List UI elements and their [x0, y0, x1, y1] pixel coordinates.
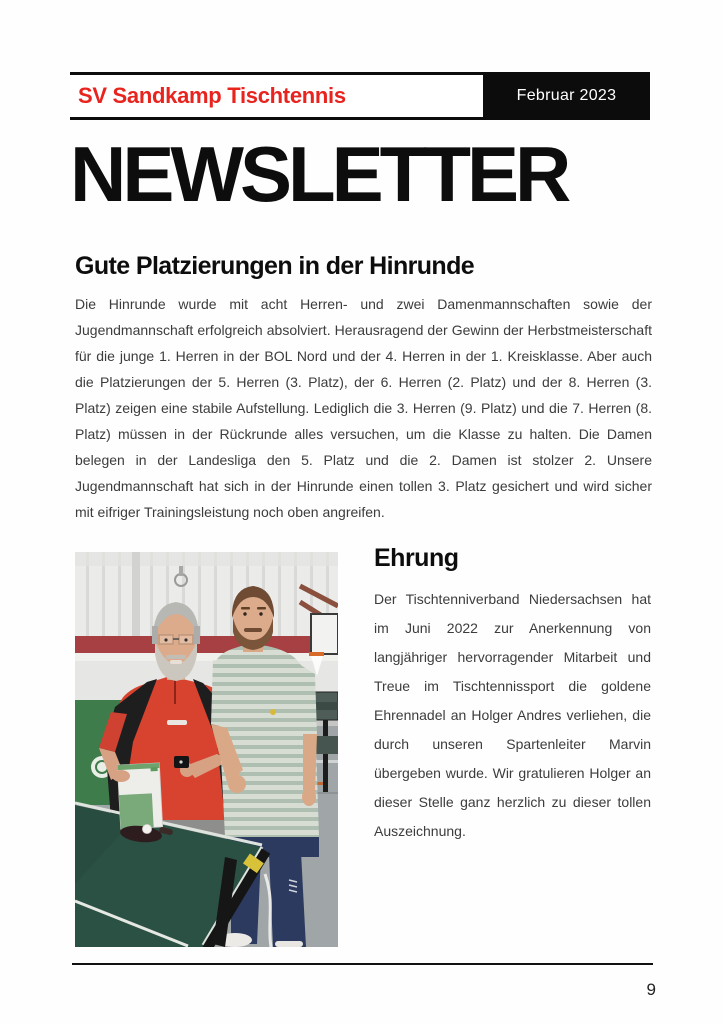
article2-body: Der Tischtenniverband Niedersachsen hat im Juni 2022 zur Anerkennung von langjähriger hervorragender Mitarbeit und Treue im Tischtennissport die goldene Ehrennadel an Holger Andres verliehen, die durch unseren Spartenleiter Marvin übergeben wurde. Wir gratulieren Holger an dieser Stelle ganz herzlich zu dieser tollen Auszeichnung.: [374, 591, 651, 839]
page-number: 9: [646, 980, 656, 999]
article1-heading: Gute Platzierungen in der Hinrunde: [75, 252, 475, 280]
brand-box: [70, 75, 483, 117]
ehrung-photo: [75, 552, 338, 947]
ehrung-photo-illustration: [75, 552, 338, 947]
article2-heading: Ehrung: [374, 544, 459, 572]
newsletter-title: NEWSLETTER: [70, 130, 568, 218]
article1-body: Die Hinrunde wurde mit acht Herren- und zwei Damenmannschaften sowie der Jugendmannschaft erfolgreich absolviert. Herausragend der Gewinn der Herbstmeisterschaft für die junge 1. Herren in der BOL Nord und der 4. Herren in der 1. Kreisklasse. Aber auch die Platzierungen der 5. Herren (3. Platz), der 6. Herren (2. Platz) und der 8. Herren (3. Platz) zeigen eine stabile Aufstellung. Lediglich die 3. Herren (9. Platz) und die 7. Herren (8. Platz) müssen in der Rückrunde alles versuchen, um die Klasse zu halten. Die Damen belegen in der Landesliga den 5. Platz und die 2. Damen ist stolzer 2. Unsere Jugendmannschaft hat sich in der Hinrunde einen tollen 3. Platz gesichert und wird sicher mit eifriger Trainingsleistung noch oben angreifen.: [75, 296, 652, 520]
article2-column: [374, 544, 651, 846]
club-name: SV Sandkamp Tischtennis: [78, 83, 346, 108]
header-bar: [70, 72, 650, 120]
issue-date-box: [483, 72, 650, 120]
footer-divider: [72, 963, 653, 965]
issue-date: Februar 2023: [516, 87, 617, 104]
